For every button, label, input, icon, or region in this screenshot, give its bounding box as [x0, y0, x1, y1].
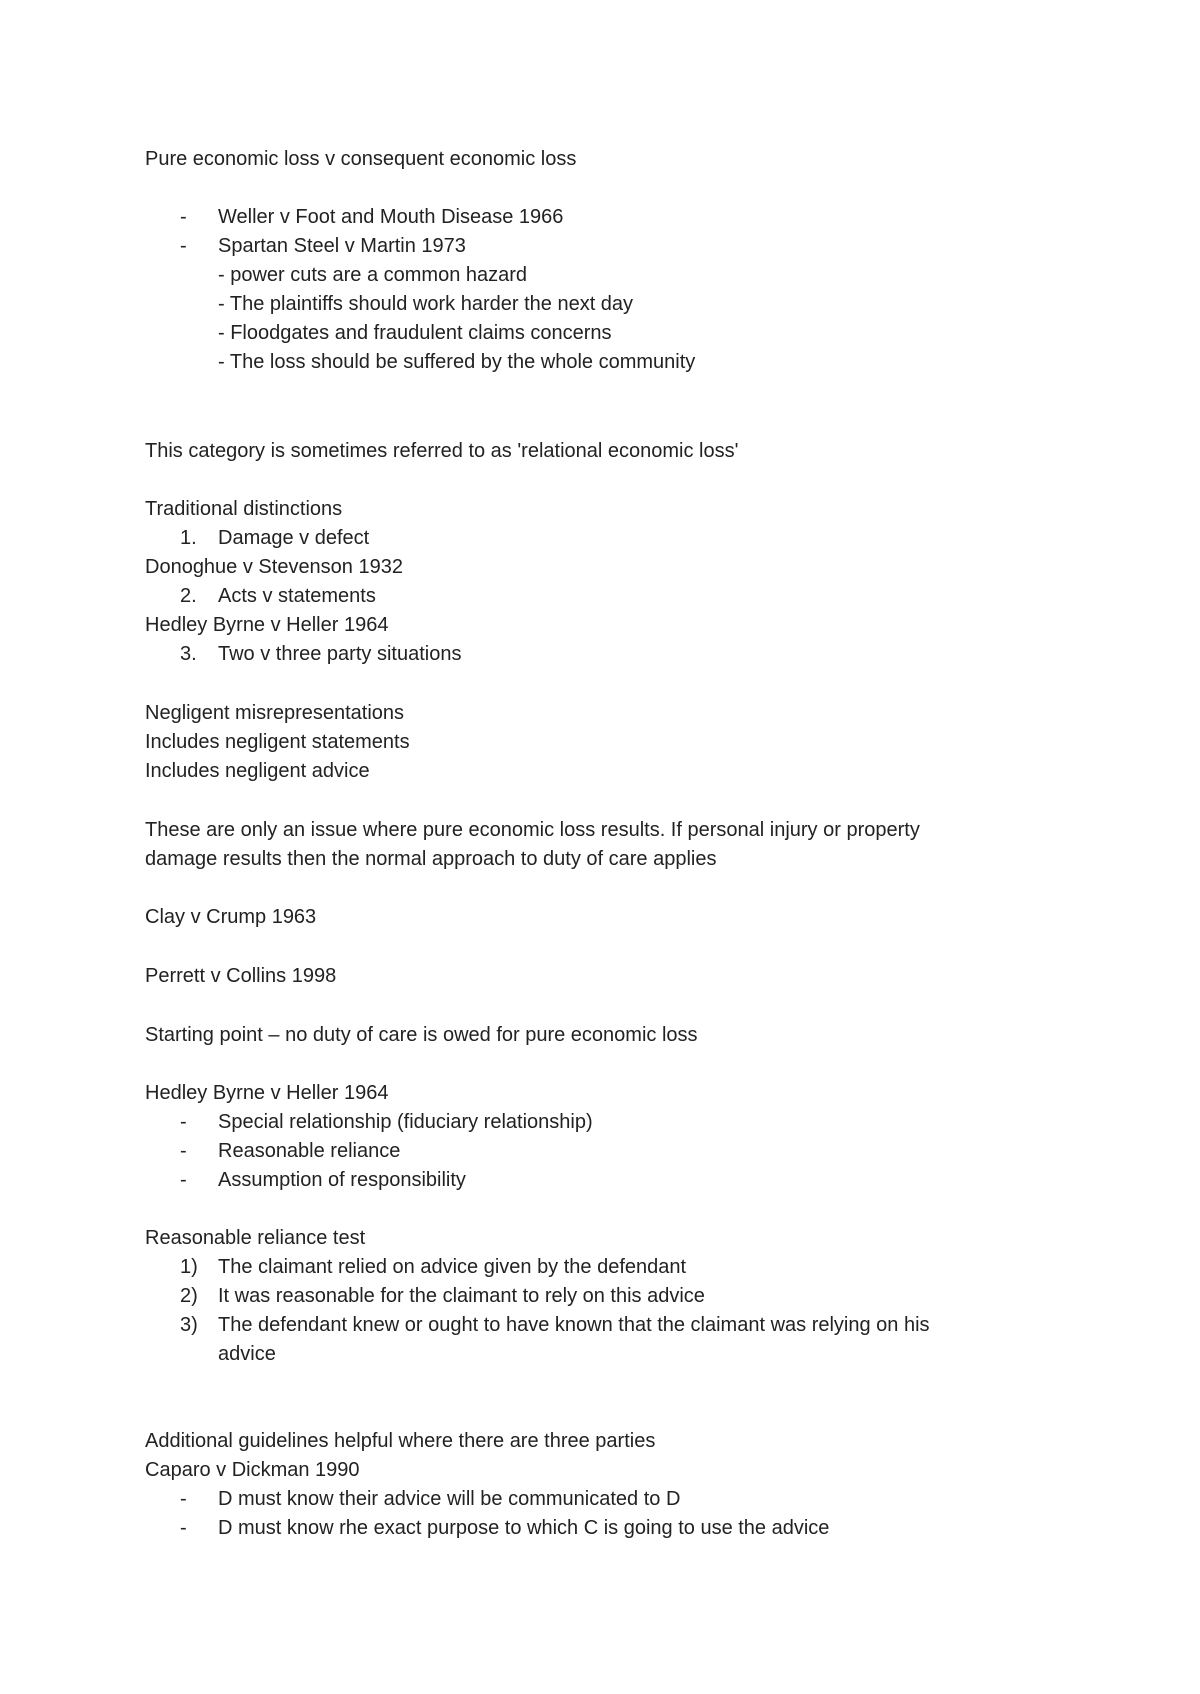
bullet-dash: -: [180, 1169, 187, 1191]
bullet-dash: -: [180, 1517, 187, 1539]
spartan-point: - power cuts are a common hazard: [218, 264, 528, 286]
additional-title: Additional guidelines helpful where there are three parties: [145, 1430, 656, 1452]
misrep-line: Negligent misrepresentations: [145, 702, 405, 724]
issue-paragraph: damage results then the normal approach to duty of care applies: [145, 848, 717, 870]
bullet-dash: -: [180, 1140, 187, 1162]
bullet-dash: -: [180, 206, 187, 228]
misrep-line: Includes negligent statements: [145, 731, 410, 753]
bullet-dash: -: [180, 235, 187, 257]
reliance-item: The claimant relied on advice given by the defendant: [218, 1256, 687, 1278]
traditional-item: Acts v statements: [218, 585, 376, 607]
spartan-point: - Floodgates and fraudulent claims concerns: [218, 322, 612, 344]
case-donoghue: Donoghue v Stevenson 1932: [145, 556, 403, 578]
case-clay: Clay v Crump 1963: [145, 906, 317, 928]
hedley-item: Assumption of responsibility: [218, 1169, 466, 1191]
reliance-item-continuation: advice: [218, 1343, 276, 1365]
issue-paragraph: These are only an issue where pure economic loss results. If personal injury or property: [145, 819, 920, 841]
heading: Pure economic loss v consequent economic loss: [145, 148, 577, 170]
hedley-title: Hedley Byrne v Heller 1964: [145, 1082, 389, 1104]
list-number: 3): [180, 1314, 198, 1336]
case-spartan: Spartan Steel v Martin 1973: [218, 235, 466, 257]
case-perrett: Perrett v Collins 1998: [145, 965, 337, 987]
misrep-line: Includes negligent advice: [145, 760, 370, 782]
list-number: 1): [180, 1256, 198, 1278]
list-number: 2.: [180, 585, 197, 607]
list-number: 1.: [180, 527, 197, 549]
hedley-item: Reasonable reliance: [218, 1140, 401, 1162]
traditional-item: Damage v defect: [218, 527, 370, 549]
traditional-title: Traditional distinctions: [145, 498, 343, 520]
traditional-item: Two v three party situations: [218, 643, 462, 665]
spartan-point: - The loss should be suffered by the whole community: [218, 351, 696, 373]
relational-note: This category is sometimes referred to as 'relational economic loss': [145, 440, 739, 462]
case-hedley: Hedley Byrne v Heller 1964: [145, 614, 389, 636]
caparo-item: D must know rhe exact purpose to which C is going to use the advice: [218, 1517, 830, 1539]
bullet-dash: -: [180, 1111, 187, 1133]
reliance-item: It was reasonable for the claimant to rely on this advice: [218, 1285, 705, 1307]
reliance-title: Reasonable reliance test: [145, 1227, 366, 1249]
spartan-point: - The plaintiffs should work harder the next day: [218, 293, 634, 315]
hedley-item: Special relationship (fiduciary relationship): [218, 1111, 593, 1133]
case-weller: Weller v Foot and Mouth Disease 1966: [218, 206, 564, 228]
list-number: 3.: [180, 643, 197, 665]
reliance-item: The defendant knew or ought to have known that the claimant was relying on his: [218, 1314, 930, 1336]
case-caparo: Caparo v Dickman 1990: [145, 1459, 360, 1481]
starting-point: Starting point – no duty of care is owed for pure economic loss: [145, 1024, 698, 1046]
caparo-item: D must know their advice will be communicated to D: [218, 1488, 681, 1510]
bullet-dash: -: [180, 1488, 187, 1510]
list-number: 2): [180, 1285, 198, 1307]
